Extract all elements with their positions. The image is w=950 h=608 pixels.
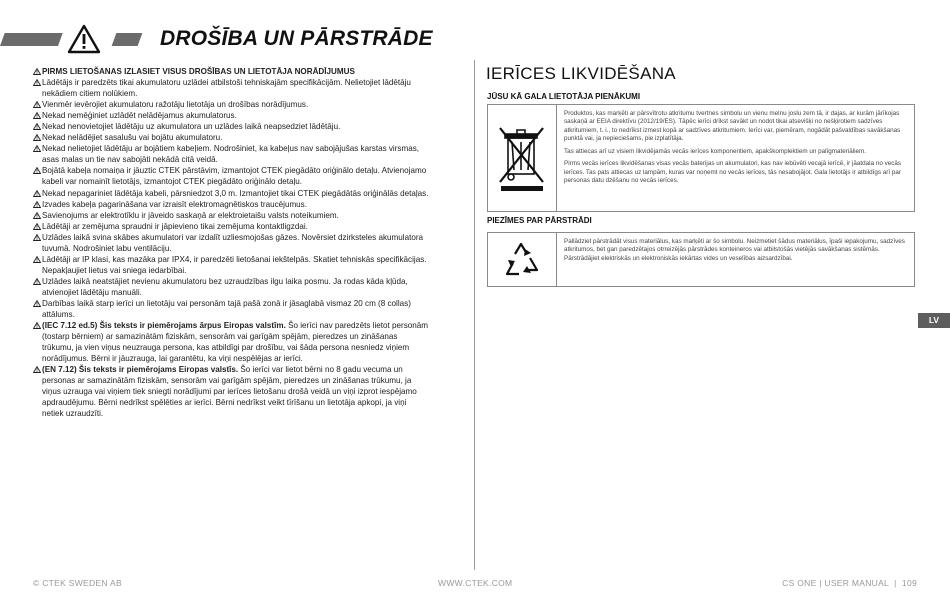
warning-bullet-icon <box>33 101 41 108</box>
safety-item <box>33 320 430 364</box>
safety-item-text: Uzlādes laikā svina skābes akumulatori var izdalīt uzliesmojošas gāzes. Novērsiet dzirksteles akumulatora tuvumā. Nodrošiniet labu ventilāciju. <box>42 232 424 253</box>
safety-item <box>33 110 430 121</box>
safety-item <box>33 364 430 419</box>
safety-item-text: Nekad nepagariniet lādētāja kabeli, pārsniedzot 3,0 m. Izmantojiet tikai CTEK piegādātās oriģinālās detaļas. <box>42 188 429 198</box>
safety-item-text: Lādētājs ir paredzēts tikai akumulatoru uzlādei atbilstoši tehniskajām specifikācijām. Nelietojiet lādētāju nekādiem citiem nolūkiem. <box>42 78 411 99</box>
warning-bullet-icon <box>33 68 41 75</box>
footer-copyright: © CTEK SWEDEN AB <box>33 578 122 588</box>
language-tab: LV <box>918 313 950 328</box>
header-band-right <box>112 33 143 46</box>
safety-item <box>33 298 430 320</box>
recycling-subheading: PIEZĪMES PAR PĀRSTRĀDI <box>487 216 592 225</box>
body-paragraph: Pallādziet pārstrādāt visus materiālus, kas marķēti ar šo simbolu. Neizmetiet šādus materiālus, īpaši iepakojumu, sadzīves atkritumos, bet gan paredzētajos otrreizējās pārstrādes konteineros vai atbilstošās vietējās savākšanas sistēmās. Pārstrādājiet elektriskās un elektroniskās iekārtas vides un veselības aizsardzībai. <box>564 238 905 262</box>
safety-item-text: Izvades kabeļa pagarināšana var izraisīt elektromagnētiskos traucējumus. <box>42 199 307 209</box>
safety-item-text: Savienojums ar elektrotīklu ir jāveido saskaņā ar elektroietaišu valsts noteikumiem. <box>42 210 339 220</box>
footer-page-info: CS ONE | USER MANUAL | 109 <box>782 578 917 588</box>
warning-bullet-icon <box>33 112 41 119</box>
footer-website: WWW.CTEK.COM <box>438 578 513 588</box>
safety-item <box>33 143 430 165</box>
safety-item <box>33 132 430 143</box>
safety-item <box>33 121 430 132</box>
body-paragraph: Produktos, kas marķēti ar pārsvītrotu atkritumu tvertnes simbolu un vienu melnu joslu zem tā, ir dajas, ar kurām jārīkojas saskaņā ar EEIA direktīvu (2012/19/ES). Tāpēc ierīci drīkst savākt un nodot tikai atsevišķi no nešķirotiem sadzīves atkritumiem, t. i., to nedrīkst izmest kopā ar sadzīves atkritumiem. Ierīci var, piemēram, nogādāt pašvaldības savākšanas punktā vai, ja nepieciešams, pie izplatītāja. <box>564 110 901 142</box>
safety-item <box>33 188 430 199</box>
crossed-out-wheelie-bin-icon <box>488 105 557 211</box>
safety-item <box>33 221 430 232</box>
safety-item <box>33 276 430 298</box>
safety-item <box>33 99 430 110</box>
safety-instructions <box>33 66 430 420</box>
safety-item-text: PIRMS LIETOŠANAS IZLASIET VISUS DROŠĪBAS UN LIETOTĀJA NORĀDĪJUMUS <box>42 67 355 76</box>
warning-bullet-icon <box>33 145 41 152</box>
safety-item-text: Nekad nelādējiet sasalušu vai bojātu akumulatoru. <box>42 133 223 143</box>
safety-item <box>33 210 430 221</box>
safety-item-text: Lādētāji ar zemējuma spraudni ir jāpievieno tikai zemējuma kontaktligzdai. <box>42 221 308 231</box>
warning-bullet-icon <box>33 134 41 141</box>
safety-item <box>33 165 430 187</box>
safety-item-text: Šo ierīci nav paredzēts lietot personām (tostarp bērniem) ar samazinātām fiziskām, sensorām vai garīgām spējām, pieredzes un zināšanas trūkumu, ja vien viņus neuzrauga persona, kas atbildīgi par drošību, vai šāda persona nesniedz viņiem norādījumus. Bērni ir jāuzrauga, lai garantētu, ka viņi nespēlējas ar ierīci. <box>42 321 428 364</box>
disposal-box <box>487 104 915 212</box>
warning-bullet-icon <box>33 167 41 174</box>
warning-bullet-icon <box>33 278 41 285</box>
safety-item-text: Nekad nemēģiniet uzlādēt nelādējamus akumulatorus. <box>42 111 237 121</box>
safety-item-lead: (IEC 7.12 ed.5) Šis teksts ir piemērojams ārpus Eiropas valstīm. <box>42 321 286 331</box>
safety-item <box>33 254 430 276</box>
warning-bullet-icon <box>33 223 41 230</box>
warning-bullet-icon <box>33 300 41 307</box>
header-band-left <box>0 33 63 46</box>
disposal-heading: IERĪCES LIKVIDĒŠANA <box>486 64 676 83</box>
safety-item <box>33 66 430 77</box>
warning-bullet-icon <box>33 322 41 329</box>
disposal-subheading: JŪSU KĀ GALA LIETOTĀJA PIENĀKUMI <box>487 92 641 101</box>
warning-bullet-icon <box>33 79 41 86</box>
warning-bullet-icon <box>33 212 41 219</box>
safety-item-lead: (EN 7.12) Šis teksts ir piemērojams Eiropas valstīs. <box>42 365 239 375</box>
warning-bullet-icon <box>33 234 41 241</box>
safety-item-text: Vienmēr ievērojiet akumulatoru ražotāju lietotāja un drošības norādījumus. <box>42 100 309 110</box>
recycling-box <box>487 232 915 287</box>
safety-item <box>33 77 430 99</box>
body-paragraph: Pirms vecās ierīces likvidēšanas visas vecās baterijas un akumulatori, kas nav iebūvēti vecajā ierīcē, ir jāatdala no vecās ierīces. Tas pats attiecas uz lampām, kuras var noņemt no vecās ierīces, tās nesabojājot. Gala lietotājs ir atbildīgs arī par personas datu dzēšanu no vecās ierīces. <box>564 160 902 185</box>
recycling-arrows-icon <box>488 233 557 286</box>
warning-bullet-icon <box>33 190 41 197</box>
warning-bullet-icon <box>33 256 41 263</box>
safety-item <box>33 232 430 254</box>
safety-item-text: Nekad nelietojiet lādētāju ar bojātiem kabeļiem. Nodrošiniet, ka kabeļus nav sabojājušas karstas virsmas, asas malas un tie nav sabojāti nekādā citā veidā. <box>42 144 419 165</box>
safety-item-text: Lādētāji ar IP klasi, kas mazāka par IPX4, ir paredzēti lietošanai iekštelpās. Skatiet tehniskās specifikācijas. Nepakļaujiet lietus vai sniega iedarbībai. <box>42 254 427 275</box>
warning-bullet-icon <box>33 201 41 208</box>
body-paragraph: Tas attiecas arī uz visiem likvidējamās vecās ierīces komponentiem, apakškomplektiem un palīgmateriāliem. <box>564 147 867 155</box>
safety-item-text: Bojātā kabeļa nomaiņa ir jāuztic CTEK pārstāvim, izmantojot CTEK piegādāto oriģinālo detaļu. Atvienojamo kabeli var nomainīt lietotājs, izmantojot CTEK piegādāto oriģinālo detaļu. <box>42 166 427 187</box>
safety-item-text: Darbības laikā starp ierīci un lietotāju vai personām tajā pašā zonā ir jāsaglabā vismaz 20 cm (8 collas) attālums. <box>42 298 411 320</box>
disposal-text <box>564 110 910 190</box>
warning-bullet-icon <box>33 123 41 130</box>
page-title: DROŠĪBA UN PĀRSTRĀDE <box>160 27 433 50</box>
column-divider <box>474 60 475 570</box>
safety-item-text: Uzlādes laikā neatstājiet nevienu akumulatoru bez uzraudzības ilgu laika posmu. Ja rodas kāda kļūda, atvienojiet lādētāju manuāli. <box>42 276 408 297</box>
safety-item <box>33 199 430 210</box>
warning-triangle-icon <box>67 24 101 54</box>
safety-item-text: Nekad nenovietojiet lādētāju uz akumulatora un uzlādes laikā neapsedziet lādētāju. <box>42 122 341 132</box>
safety-item-text: Šo ierīci var lietot bērni no 8 gadu vecuma un personas ar samazinātām fiziskām, sensorām vai garīgām spējām, pieredzes un zināšanas trūkumu, ja viņus uzrauga vai viņiem tiek sniegti norādījumi par ierīces lietošanu drošā veidā un viņi izprot iespējamo apdraudējumu. Bērni nedrīkst spēlēties ar ierīci. Bērni nedrīkst veikt tīrīšanu un lietotāja apkopi, ja viņi netiek uzraudzīti. <box>42 365 417 419</box>
warning-bullet-icon <box>33 366 41 373</box>
recycling-text <box>564 238 910 267</box>
